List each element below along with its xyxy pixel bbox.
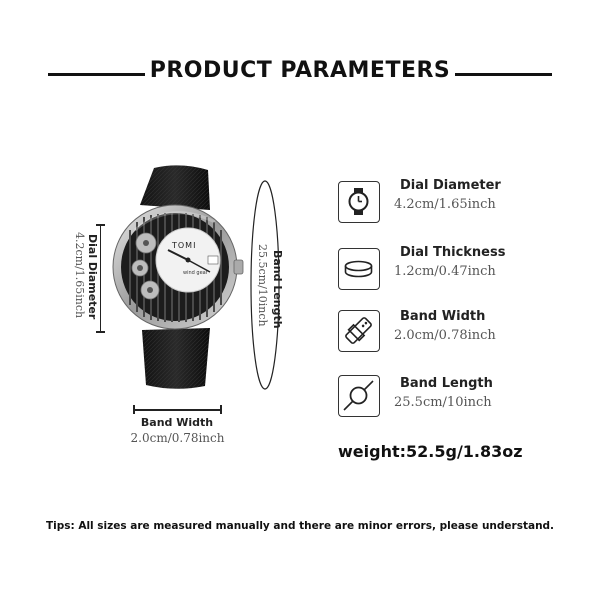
band-buckle-icon: [338, 310, 380, 352]
dimension-tick-bottom: [96, 331, 105, 333]
dial-diameter-side-value: 4.2cm/1.65inch: [73, 232, 86, 319]
band-width-bottom-value: 2.0cm/0.78inch: [130, 431, 225, 445]
param-name-band-length: Band Length: [400, 376, 493, 391]
band-width-tick-right: [220, 405, 222, 414]
param-value-dial-thickness: 1.2cm/0.47inch: [394, 264, 496, 279]
param-name-dial-thickness: Dial Thickness: [400, 245, 506, 260]
param-value-band-length: 25.5cm/10inch: [394, 395, 492, 410]
band-width-bottom-label: Band Width: [140, 416, 214, 429]
page-title: PRODUCT PARAMETERS: [149, 58, 451, 83]
watch-face-icon: [338, 181, 380, 223]
param-value-band-width: 2.0cm/0.78inch: [394, 328, 496, 343]
watch-illustration: [110, 160, 250, 420]
band-length-side-label: Band Length: [271, 250, 284, 329]
band-length-side-value: 25.5cm/10inch: [256, 244, 269, 327]
param-name-dial-diameter: Dial Diameter: [400, 178, 501, 193]
dimension-tick-top: [96, 224, 105, 226]
weight-value: weight:52.5g/1.83oz: [338, 442, 523, 461]
dial-diameter-dimension-line: [100, 224, 101, 332]
watch-dial-sub: wind gear: [183, 270, 208, 276]
param-value-dial-diameter: 4.2cm/1.65inch: [394, 197, 496, 212]
dial-diameter-side-label: Dial Diameter: [86, 234, 99, 320]
band-width-tick-left: [133, 405, 135, 414]
watch-brand: TOMI: [172, 241, 197, 250]
tips-note: Tips: All sizes are measured manually and there are minor errors, please understand.: [45, 520, 555, 532]
band-loop-icon: [338, 375, 380, 417]
param-name-band-width: Band Width: [400, 309, 486, 324]
band-width-dimension-line: [133, 409, 221, 411]
disc-thickness-icon: [338, 248, 380, 290]
